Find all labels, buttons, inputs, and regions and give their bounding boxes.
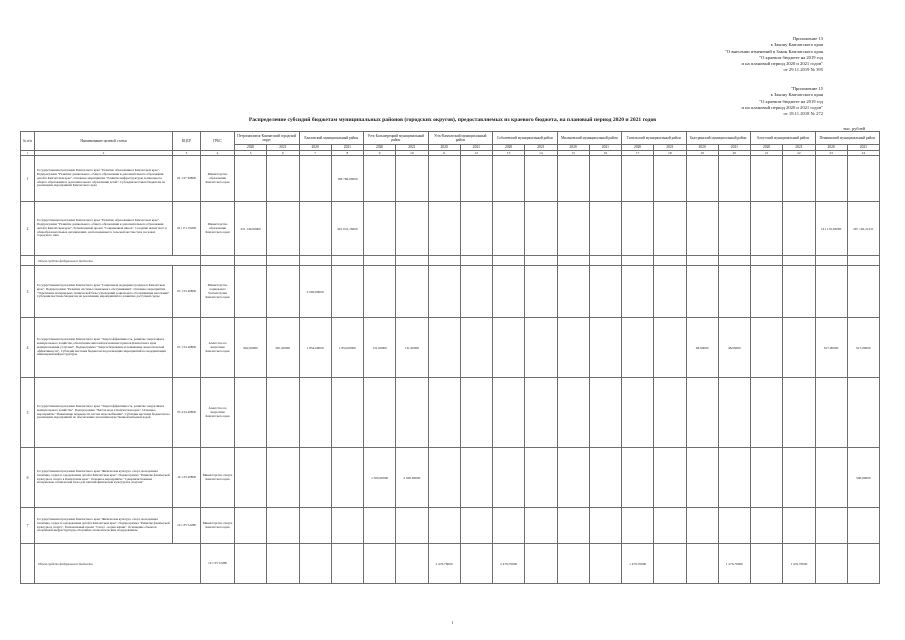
amount-cell: [686, 378, 718, 448]
year-header: 2021: [847, 145, 879, 151]
amount-cell: [718, 448, 750, 508]
amount-cell: [847, 256, 879, 266]
subsidy-row: [21, 156, 880, 202]
row-grbs: 10 1 P5 5228Б: [201, 544, 235, 584]
amount-cell: [686, 544, 718, 584]
header-district: Петропавловск-Камчатский городской округ: [235, 132, 300, 145]
amount-cell: [654, 448, 686, 508]
header-name: Наименование целевой статьи: [35, 132, 173, 151]
appendix-line: к Закону Камчатского края: [770, 42, 823, 48]
amount-cell: [589, 202, 621, 256]
amount-cell: 141 176,63000: [815, 202, 847, 256]
amount-cell: 917,00000: [847, 318, 879, 378]
amount-cell: [299, 508, 331, 544]
amount-cell: [622, 508, 654, 544]
amount-cell: [493, 378, 525, 448]
appendix-line: к Закону Камчатского края: [770, 92, 823, 98]
federal-budget-row: [21, 256, 880, 266]
amount-cell: [557, 508, 589, 544]
year-header: 2021: [331, 145, 363, 151]
amount-cell: [654, 266, 686, 318]
amount-cell: [557, 266, 589, 318]
row-name: Объем средств федерального бюджета: [35, 544, 201, 584]
appendix-line: Приложение 13: [792, 36, 823, 41]
year-header: 2020: [686, 145, 718, 151]
amount-cell: [428, 202, 460, 256]
amount-cell: [622, 266, 654, 318]
appendix-line: "О краевом бюджете на 2019 год: [759, 98, 823, 104]
index-cell: 5: [235, 151, 267, 156]
amount-cell: [847, 266, 879, 318]
year-header: 2020: [557, 145, 589, 151]
amount-cell: [589, 156, 621, 202]
amount-cell: 1 476,70000: [783, 544, 815, 584]
row-name: Государственная программа Камчатского края "Развитие образования в Камчатском крае". Подпрограмма "Развитие дошкольного, общего образования и дополнительного образования детей в Камчатском крае". Региональный проект "Современная школа". Создание новых мест в общеобразовательных организациях, расположенных в сельской местности и поселках городского типа: [35, 202, 173, 256]
index-cell: 14: [525, 151, 557, 156]
index-cell: 8: [331, 151, 363, 156]
appendix-line: "О краевом бюджете на 2019 год: [759, 54, 823, 60]
amount-cell: [364, 156, 396, 202]
amount-cell: [267, 378, 299, 448]
row-name: Государственная программа Камчатского края "Физическая культура, спорт, молодежная политика, отдых и оздоровление детей в Камчатском крае". Подпрограмма "Развитие физической культуры и спорта в Камчатском крае". Основное мероприятие "Совершенствование материально-технической базы для занятий физической культурой и спортом": [35, 448, 173, 508]
row-kcsr: 02 1 07 4080Б: [173, 156, 201, 202]
amount-cell: [235, 378, 267, 448]
amount-cell: [622, 448, 654, 508]
amount-cell: [525, 508, 557, 544]
year-header: 2021: [718, 145, 750, 151]
index-cell: 3: [173, 151, 201, 156]
amount-cell: [299, 448, 331, 508]
amount-cell: [267, 448, 299, 508]
row-kcsr: 05 4 04 4080Б: [173, 378, 201, 448]
amount-cell: [525, 448, 557, 508]
amount-cell: [267, 544, 299, 584]
amount-cell: [718, 378, 750, 448]
amount-cell: [460, 448, 492, 508]
appendix-current-caption: [725, 36, 823, 74]
amount-cell: [267, 202, 299, 256]
amount-cell: [557, 378, 589, 448]
index-cell: 7: [299, 151, 331, 156]
row-kcsr: 05 1 04 4080Б: [173, 318, 201, 378]
amount-cell: [589, 378, 621, 448]
amount-cell: [815, 378, 847, 448]
amount-cell: [557, 256, 589, 266]
amount-cell: [654, 156, 686, 202]
amount-cell: [525, 202, 557, 256]
amount-cell: [428, 266, 460, 318]
amount-cell: [622, 378, 654, 448]
row-grbs: Министерство образования Камчатского края: [201, 156, 235, 202]
index-cell: 22: [783, 151, 815, 156]
amount-cell: [299, 544, 331, 584]
amount-cell: [364, 378, 396, 448]
year-header: 2020: [493, 145, 525, 151]
amount-cell: [589, 544, 621, 584]
header-kcsr: КЦСР: [173, 132, 201, 151]
amount-cell: [460, 508, 492, 544]
amount-cell: [783, 508, 815, 544]
amount-cell: [525, 266, 557, 318]
row-grbs: Министерство социального благополучия Камчатского края: [201, 266, 235, 318]
amount-cell: [718, 202, 750, 256]
amount-cell: [299, 202, 331, 256]
amount-cell: [751, 508, 783, 544]
amount-cell: [364, 266, 396, 318]
amount-cell: 1 852,00000: [331, 318, 363, 378]
amount-cell: [654, 378, 686, 448]
row-grbs: Министерство образования Камчатского края: [201, 202, 235, 256]
amount-cell: 1 500,00000: [364, 448, 396, 508]
amount-cell: [557, 156, 589, 202]
amount-cell: 231 149,00000: [235, 202, 267, 256]
row-name: Государственная программа Камчатского края "Физическая культура, спорт, молодежная политика, отдых и оздоровление детей в Камчатском крае". Подпрограмма "Развитие физической культуры и спорта". Региональный проект "Спорт - норма жизни". Оснащение объектов спортивной инфраструктуры спортивно-технологическим оборудованием: [35, 508, 173, 544]
amount-cell: 166 766,00000: [331, 156, 363, 202]
amount-cell: 48,00000: [718, 318, 750, 378]
index-cell: 11: [428, 151, 460, 156]
row-number: [21, 544, 35, 584]
subsidy-row: [21, 378, 880, 448]
amount-cell: [589, 318, 621, 378]
amount-cell: [815, 256, 847, 266]
amount-cell: [428, 448, 460, 508]
amount-cell: [396, 202, 428, 256]
index-cell: 23: [815, 151, 847, 156]
index-cell: 2: [35, 151, 173, 156]
row-grbs: [201, 256, 235, 266]
unit-label: тыс. рублей: [843, 126, 865, 131]
amount-cell: [364, 202, 396, 256]
amount-cell: [525, 318, 557, 378]
amount-cell: [751, 202, 783, 256]
row-kcsr: 10 1 03 4080Б: [173, 448, 201, 508]
amount-cell: [815, 156, 847, 202]
amount-cell: [783, 156, 815, 202]
amount-cell: 962,00000: [235, 318, 267, 378]
amount-cell: 1 476,70000: [718, 544, 750, 584]
amount-cell: [267, 266, 299, 318]
year-header: 2021: [525, 145, 557, 151]
amount-cell: [364, 544, 396, 584]
row-number: 5: [21, 378, 35, 448]
amount-cell: [396, 266, 428, 318]
header-district: Алеутский муниципальный район: [751, 132, 816, 145]
year-header: 2020: [622, 145, 654, 151]
amount-cell: [686, 508, 718, 544]
year-header: 2021: [589, 145, 621, 151]
amount-cell: [525, 378, 557, 448]
row-kcsr: 10 1 P5 5228Б: [173, 508, 201, 544]
amount-cell: 267 192,21231: [847, 202, 879, 256]
index-cell: 12: [460, 151, 492, 156]
amount-cell: [686, 256, 718, 266]
header-district: Усть-Большерецкий муниципальный район: [364, 132, 429, 145]
amount-cell: [267, 256, 299, 266]
amount-cell: [331, 508, 363, 544]
amount-cell: [557, 318, 589, 378]
amount-cell: [396, 156, 428, 202]
amount-cell: [493, 256, 525, 266]
index-cell: 20: [718, 151, 750, 156]
amount-cell: [815, 448, 847, 508]
year-header: 2020: [364, 145, 396, 151]
amount-cell: [331, 266, 363, 318]
amount-cell: [686, 156, 718, 202]
appendix-line: "О внесении изменений в Закон Камчатского края: [725, 48, 823, 54]
amount-cell: [557, 544, 589, 584]
index-cell: 9: [364, 151, 396, 156]
amount-cell: 961,00000: [267, 318, 299, 378]
document-title: Распределение субсидий бюджетам муниципальных районов (городских округов), предоставляемых из краевого бюджета, на плановый период 2020 и 2021 годов: [248, 117, 657, 123]
index-cell: 13: [493, 151, 525, 156]
row-name: Государственная программа Камчатского края "Энергоэффективность, развитие энергетики и коммунального хозяйства, обеспечение жителей населенных пунктов Камчатского края коммунальными услугами". Подпрограмма "Энергосбережение и повышение энергетической эффективности". Субсидии местным бюджетам на реализацию мероприятий по модернизации инженерной инфраструктуры: [35, 318, 173, 378]
row-name: Государственная программа Камчатского края "Социальная поддержка граждан в Камчатском крае". Подпрограмма "Развитие системы социального обслуживания". Основное мероприятие "Укрепление материально-технической базы учреждений социального обслуживания населения". Субсидии местным бюджетам на реализацию мероприятий по развитию доступной среды: [35, 266, 173, 318]
amount-cell: 917,00000: [815, 318, 847, 378]
amount-cell: [654, 256, 686, 266]
year-header: 2021: [460, 145, 492, 151]
amount-cell: [428, 318, 460, 378]
amount-cell: [299, 256, 331, 266]
amount-cell: [235, 256, 267, 266]
amount-cell: [493, 318, 525, 378]
amount-cell: [783, 256, 815, 266]
amount-cell: [235, 544, 267, 584]
amount-cell: [847, 156, 879, 202]
subsidy-row: [21, 266, 880, 318]
appendix-original-caption: [742, 86, 823, 117]
amount-cell: [718, 508, 750, 544]
amount-cell: [815, 544, 847, 584]
amount-cell: [783, 318, 815, 378]
amount-cell: [493, 508, 525, 544]
index-cell: 17: [622, 151, 654, 156]
amount-cell: [686, 448, 718, 508]
index-cell: 6: [267, 151, 299, 156]
amount-cell: [751, 256, 783, 266]
index-cell: 10: [396, 151, 428, 156]
year-header: 2021: [396, 145, 428, 151]
amount-cell: [815, 508, 847, 544]
amount-cell: [235, 156, 267, 202]
appendix-line: и на плановый период 2020 и 2021 годов": [741, 61, 823, 67]
amount-cell: [331, 544, 363, 584]
header-num: № п/п: [21, 132, 35, 151]
amount-cell: 2 476,70000: [493, 544, 525, 584]
amount-cell: [428, 508, 460, 544]
amount-cell: [718, 156, 750, 202]
amount-cell: [751, 378, 783, 448]
amount-cell: [331, 448, 363, 508]
header-district: Усть-Камчатский муниципальный район: [428, 132, 493, 145]
amount-cell: [460, 202, 492, 256]
amount-cell: [815, 266, 847, 318]
row-name: Государственная программа Камчатского края "Развитие образования в Камчатском крае". Подпрограмма "Развитие дошкольного, общего образования и дополнительного образования детей в Камчатском крае". Основное мероприятие "Развитие инфраструктуры дошкольного, общего образования и дополнительного образования детей". Субсидии местным бюджетам на реализацию мероприятий Камчатского края: [35, 156, 173, 202]
amount-cell: 2 000,00000: [299, 266, 331, 318]
amount-cell: 131,00000: [364, 318, 396, 378]
amount-cell: [686, 202, 718, 256]
year-header: 2020: [428, 145, 460, 151]
amount-cell: 1 476,70000: [622, 544, 654, 584]
year-header: 2020: [299, 145, 331, 151]
amount-cell: 500,00000: [847, 448, 879, 508]
amount-cell: [718, 266, 750, 318]
amount-cell: [428, 256, 460, 266]
amount-cell: [589, 448, 621, 508]
row-number: 7: [21, 508, 35, 544]
subsidy-row: [21, 448, 880, 508]
year-header: 2021: [783, 145, 815, 151]
index-cell: 24: [847, 151, 879, 156]
amount-cell: [751, 156, 783, 202]
header-district: Елизовский муниципальный район: [299, 132, 364, 145]
row-number: 1: [21, 156, 35, 202]
amount-cell: [847, 378, 879, 448]
index-cell: 16: [589, 151, 621, 156]
row-grbs: Министерство спорта Камчатского края: [201, 448, 235, 508]
amount-cell: [847, 544, 879, 584]
header-district: Тигильский муниципальный район: [622, 132, 687, 145]
row-grbs: Агентство по энергетике Камчатского края: [201, 318, 235, 378]
amount-cell: [525, 256, 557, 266]
amount-cell: [460, 378, 492, 448]
index-cell: 18: [654, 151, 686, 156]
amount-cell: [460, 266, 492, 318]
amount-cell: [622, 202, 654, 256]
index-cell: 21: [751, 151, 783, 156]
amount-cell: [847, 508, 879, 544]
amount-cell: [557, 448, 589, 508]
row-kcsr: 03 1 03 4080Б: [173, 266, 201, 318]
amount-cell: [589, 508, 621, 544]
federal-budget-row: [21, 544, 880, 584]
amount-cell: [267, 508, 299, 544]
subsidy-row: [21, 318, 880, 378]
amount-cell: [622, 156, 654, 202]
amount-cell: [525, 156, 557, 202]
appendix-line: и на плановый период 2020 и 2021 годов": [741, 104, 823, 110]
amount-cell: [589, 256, 621, 266]
amount-cell: [654, 318, 686, 378]
row-grbs: Агентство по энергетике Камчатского края: [201, 378, 235, 448]
amount-cell: [622, 318, 654, 378]
amount-cell: [235, 508, 267, 544]
amount-cell: [751, 544, 783, 584]
appendix-line: от 29.11.2019 № 395: [783, 67, 823, 73]
row-name: Государственная программа Камчатского края "Энергоэффективность, развитие энергетики и коммунального хозяйства". Подпрограмма "Чистая вода в Камчатском крае". Основное мероприятие "Повышение надежности систем водоснабжения". Субсидии местным бюджетам на реализацию мероприятий по обеспечению населения качественной питьевой водой: [35, 378, 173, 448]
index-cell: 4: [201, 151, 235, 156]
row-number: 4: [21, 318, 35, 378]
row-grbs: Министерство спорта Камчатского края: [201, 508, 235, 544]
index-cell: 1: [21, 151, 35, 156]
amount-cell: [460, 318, 492, 378]
header-district: Быстринский муниципальный район: [686, 132, 751, 145]
row-kcsr: 02 1 Е1 5520Б: [173, 202, 201, 256]
amount-cell: [751, 448, 783, 508]
row-number: [21, 256, 35, 266]
amount-cell: [460, 544, 492, 584]
appendix-line: "Приложение 15: [790, 86, 823, 91]
year-header: 2021: [267, 145, 299, 151]
amount-cell: [493, 202, 525, 256]
amount-cell: [396, 256, 428, 266]
amount-cell: [557, 202, 589, 256]
header-district: Пенжинский муниципальный район: [815, 132, 880, 145]
amount-cell: [783, 266, 815, 318]
amount-cell: [654, 544, 686, 584]
row-name: Объем средств федерального бюджета: [35, 256, 201, 266]
index-cell: 19: [686, 151, 718, 156]
amount-cell: [751, 318, 783, 378]
index-cell: 15: [557, 151, 589, 156]
amount-cell: [493, 266, 525, 318]
amount-cell: 2 476,70000: [428, 544, 460, 584]
amount-cell: [364, 256, 396, 266]
amount-cell: [589, 266, 621, 318]
amount-cell: [331, 256, 363, 266]
amount-cell: [654, 202, 686, 256]
amount-cell: [654, 508, 686, 544]
year-header: 2020: [235, 145, 267, 151]
header-district: Соболевский муниципальный район: [493, 132, 558, 145]
amount-cell: [493, 156, 525, 202]
row-number: 6: [21, 448, 35, 508]
subsidy-table: [20, 131, 880, 584]
subsidy-row: [21, 202, 880, 256]
amount-cell: [428, 378, 460, 448]
amount-cell: [622, 256, 654, 266]
amount-cell: [783, 448, 815, 508]
row-number: 3: [21, 266, 35, 318]
subsidy-row: [21, 508, 880, 544]
amount-cell: 2 500,00000: [396, 448, 428, 508]
amount-cell: [396, 378, 428, 448]
amount-cell: 491 041,16000: [331, 202, 363, 256]
amount-cell: 1 854,00000: [299, 318, 331, 378]
appendix-line: от 18.11.2018 № 272: [783, 111, 823, 117]
amount-cell: [686, 266, 718, 318]
amount-cell: [460, 256, 492, 266]
header-grbs: ГРБС: [201, 132, 235, 151]
amount-cell: 48,00000: [686, 318, 718, 378]
amount-cell: [331, 378, 363, 448]
amount-cell: [396, 544, 428, 584]
amount-cell: [235, 448, 267, 508]
amount-cell: [783, 378, 815, 448]
amount-cell: [396, 508, 428, 544]
amount-cell: [751, 266, 783, 318]
amount-cell: [364, 508, 396, 544]
amount-cell: [235, 266, 267, 318]
year-header: 2020: [751, 145, 783, 151]
amount-cell: [299, 156, 331, 202]
amount-cell: [525, 544, 557, 584]
amount-cell: [428, 156, 460, 202]
amount-cell: 131,00000: [396, 318, 428, 378]
row-number: 2: [21, 202, 35, 256]
page-number: 1: [451, 620, 454, 625]
header-district: Мильковский муниципальный район: [557, 132, 622, 145]
amount-cell: [718, 256, 750, 266]
year-header: 2020: [815, 145, 847, 151]
year-header: 2021: [654, 145, 686, 151]
amount-cell: [493, 448, 525, 508]
amount-cell: [460, 156, 492, 202]
amount-cell: [299, 378, 331, 448]
amount-cell: [267, 156, 299, 202]
amount-cell: [783, 202, 815, 256]
